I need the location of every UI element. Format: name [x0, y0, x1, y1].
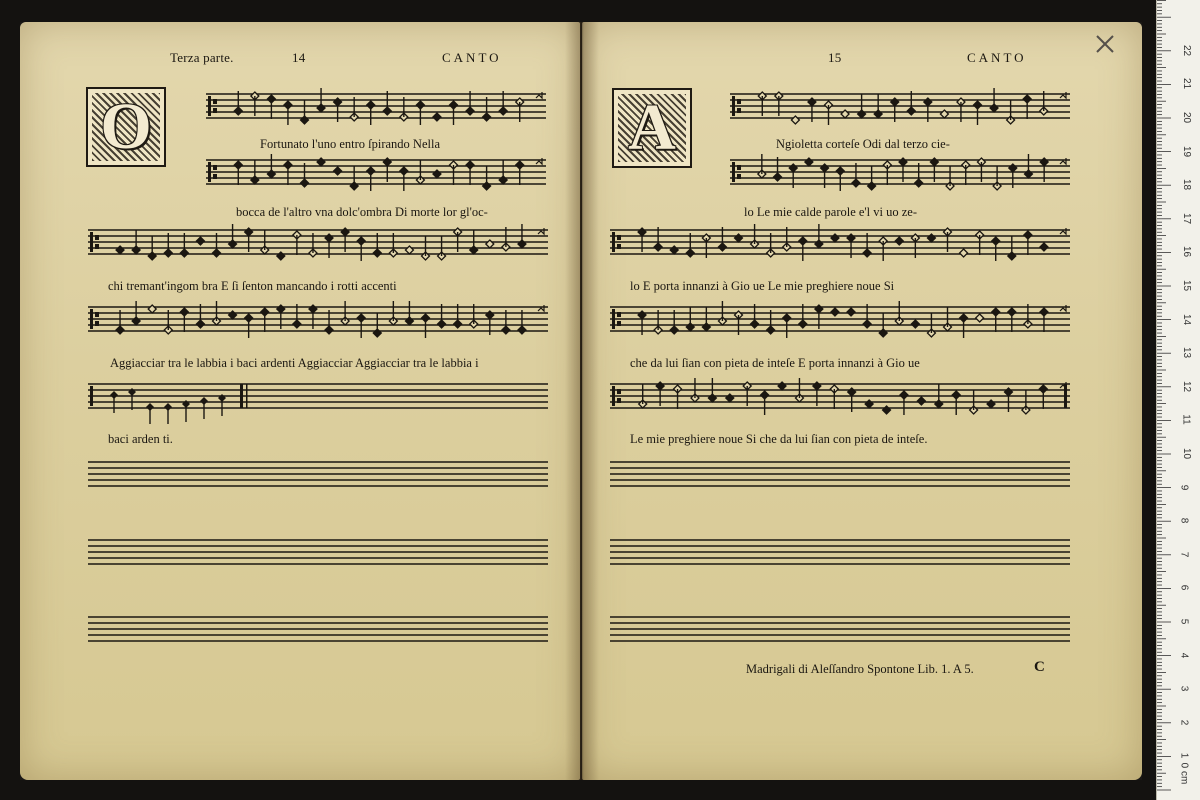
note: [277, 252, 285, 260]
ruler-number: 19: [1181, 145, 1193, 157]
ruler-number: 6: [1178, 585, 1190, 591]
lyric-line: Le mie preghiere noue Si che da lui ſian con pieta de inteſe.: [630, 432, 928, 446]
custos-mark: [1060, 305, 1066, 311]
ruler-number: 16: [1181, 246, 1193, 258]
ruler-number: 15: [1181, 279, 1193, 292]
note: [416, 101, 424, 125]
note: [164, 403, 172, 424]
custos-mark: [1060, 158, 1066, 164]
note: [1008, 308, 1016, 332]
note: [799, 237, 807, 261]
note: [879, 237, 887, 261]
note: [116, 246, 124, 254]
note: [196, 237, 204, 245]
ruler-number: 12: [1181, 380, 1193, 392]
note: [284, 161, 292, 185]
music-staff: [88, 220, 548, 270]
voice-part-right: CANTO: [967, 50, 1027, 65]
note: [883, 161, 891, 185]
note: [400, 167, 408, 191]
note: [433, 170, 441, 178]
note: [960, 249, 968, 257]
gathering-signature: C: [1034, 659, 1045, 675]
note: [1040, 308, 1048, 332]
note: [895, 237, 903, 245]
music-staff: [730, 150, 1070, 200]
final-barline: [1064, 384, 1067, 408]
note: [830, 385, 838, 409]
note: [976, 231, 984, 255]
ruler-number: 7: [1178, 551, 1190, 558]
note: [128, 388, 136, 410]
left-page: [20, 22, 580, 780]
note: [940, 110, 948, 118]
ruler-number: 14: [1181, 313, 1193, 325]
note: [992, 308, 1000, 332]
note: [825, 101, 833, 125]
custos-mark: [538, 305, 544, 311]
right-page: [582, 22, 1142, 780]
ruler-number: 2: [1178, 719, 1190, 726]
note: [674, 385, 682, 409]
clef-mark: [90, 386, 93, 406]
note: [367, 167, 375, 191]
music-staff: [88, 374, 548, 424]
initial-letter-left: O: [100, 90, 152, 163]
music-staff: [730, 84, 1070, 134]
running-title: Terza parte.: [170, 50, 234, 65]
empty-staff: [88, 452, 548, 502]
note: [805, 158, 813, 166]
note: [516, 161, 524, 185]
ruler-number: 9: [1178, 484, 1190, 490]
lyric-line: Fortunato l'uno entro ſpirando Nella: [260, 137, 440, 151]
voice-part-left: CANTO: [442, 50, 502, 65]
lyric-line: Aggiacciar tra le labbia i baci ardenti Aggiacciar Aggiacciar tra le labbia i: [110, 356, 479, 370]
ruler-number: 3: [1178, 685, 1190, 692]
note: [245, 314, 253, 338]
note: [911, 320, 919, 328]
colophon: Madrigali di Aleſſandro Spontone Lib. 1. A 5.: [746, 662, 974, 676]
note: [293, 231, 301, 255]
note: [726, 394, 734, 402]
custos-mark: [1060, 228, 1066, 234]
note: [761, 391, 769, 415]
note: [267, 95, 275, 119]
lyric-line: che da lui ſian con pieta de inteſe E porta innanzi à Gio ue: [630, 356, 920, 370]
ruler-number: 8: [1178, 517, 1190, 524]
note: [422, 314, 430, 338]
note: [865, 400, 873, 408]
close-icon[interactable]: [1094, 33, 1116, 55]
note: [783, 314, 791, 338]
note: [182, 400, 190, 422]
note: [261, 308, 269, 332]
page-number-right: 15: [828, 50, 842, 65]
decorated-initial-right: [612, 88, 692, 168]
lyric-line: Ngioletta corteſe Odi dal terzo cie-: [776, 137, 950, 151]
decorated-initial-left: [86, 87, 166, 167]
note: [962, 161, 970, 185]
custos-mark: [1060, 92, 1066, 98]
note: [1024, 231, 1032, 255]
note: [1023, 95, 1031, 119]
custos-mark: [536, 92, 542, 98]
music-staff: [610, 220, 1070, 270]
note: [791, 116, 799, 124]
note: [357, 237, 365, 261]
note: [1039, 385, 1047, 409]
empty-staff: [610, 530, 1070, 580]
note: [992, 237, 1000, 261]
note: [976, 314, 984, 322]
ruler-number: 21: [1181, 78, 1193, 90]
note: [450, 101, 458, 125]
note: [735, 234, 743, 242]
initial-letter-right: A: [628, 91, 676, 164]
ruler-number: 18: [1181, 179, 1193, 191]
note: [847, 308, 855, 316]
note: [367, 101, 375, 125]
lyric-line: chi tremant'ingom bra E ſi ſenton mancando i rotti accenti: [108, 279, 397, 293]
ruler-number: 17: [1181, 212, 1193, 224]
empty-staff: [610, 452, 1070, 502]
page-number-left: 14: [292, 50, 306, 65]
music-staff: [610, 297, 1070, 347]
note: [831, 308, 839, 316]
note: [148, 305, 156, 313]
note: [334, 167, 342, 175]
note: [1040, 243, 1048, 251]
measurement-ruler: [1156, 0, 1200, 800]
custos-mark: [538, 228, 544, 234]
note: [836, 167, 844, 191]
music-staff: [206, 150, 546, 200]
note: [917, 397, 925, 405]
note: [284, 101, 292, 125]
empty-staff: [88, 607, 548, 657]
note: [900, 391, 908, 415]
ruler-number: 20: [1181, 111, 1193, 124]
custos-mark: [536, 158, 542, 164]
ruler-number: 5: [1178, 618, 1190, 625]
ruler-number: 1: [1178, 753, 1190, 759]
note: [218, 394, 226, 416]
ruler-ticks: [1157, 0, 1200, 800]
note: [229, 311, 237, 319]
note: [450, 161, 458, 185]
note: [927, 234, 935, 242]
ruler-unit-label: 0 cm: [1178, 762, 1190, 785]
note: [486, 240, 494, 248]
note: [974, 101, 982, 125]
note: [146, 403, 154, 424]
ruler-number: 4: [1178, 652, 1190, 658]
music-staff: [610, 374, 1070, 424]
note: [317, 158, 325, 166]
note: [987, 400, 995, 408]
note: [466, 161, 474, 185]
empty-staff: [88, 530, 548, 580]
note: [234, 161, 242, 185]
lyric-line: bocca de l'altro vna dolc'ombra Di morte lor gl'oc-: [236, 205, 488, 219]
note: [831, 234, 839, 242]
music-staff: [88, 297, 548, 347]
note: [883, 406, 891, 414]
lyric-line: baci arden ti.: [108, 432, 173, 446]
open-book: [20, 22, 1142, 780]
note: [960, 314, 968, 338]
ruler-number: 13: [1181, 347, 1193, 359]
note: [405, 246, 413, 254]
note: [357, 314, 365, 338]
ruler-number: 10: [1181, 447, 1193, 460]
note: [670, 246, 678, 254]
note: [433, 113, 441, 121]
music-staff: [206, 84, 546, 134]
empty-staff: [610, 607, 1070, 657]
ruler-number: 11: [1180, 414, 1192, 426]
note: [841, 110, 849, 118]
note: [952, 391, 960, 415]
ruler-number: 22: [1181, 44, 1193, 56]
note: [180, 308, 188, 332]
note: [778, 382, 786, 390]
lyric-line: lo E porta innanzi à Gio ue Le mie preghiere noue Si: [630, 279, 895, 293]
lyric-line: lo Le mie calde parole e'l vi uo ze-: [744, 205, 918, 219]
